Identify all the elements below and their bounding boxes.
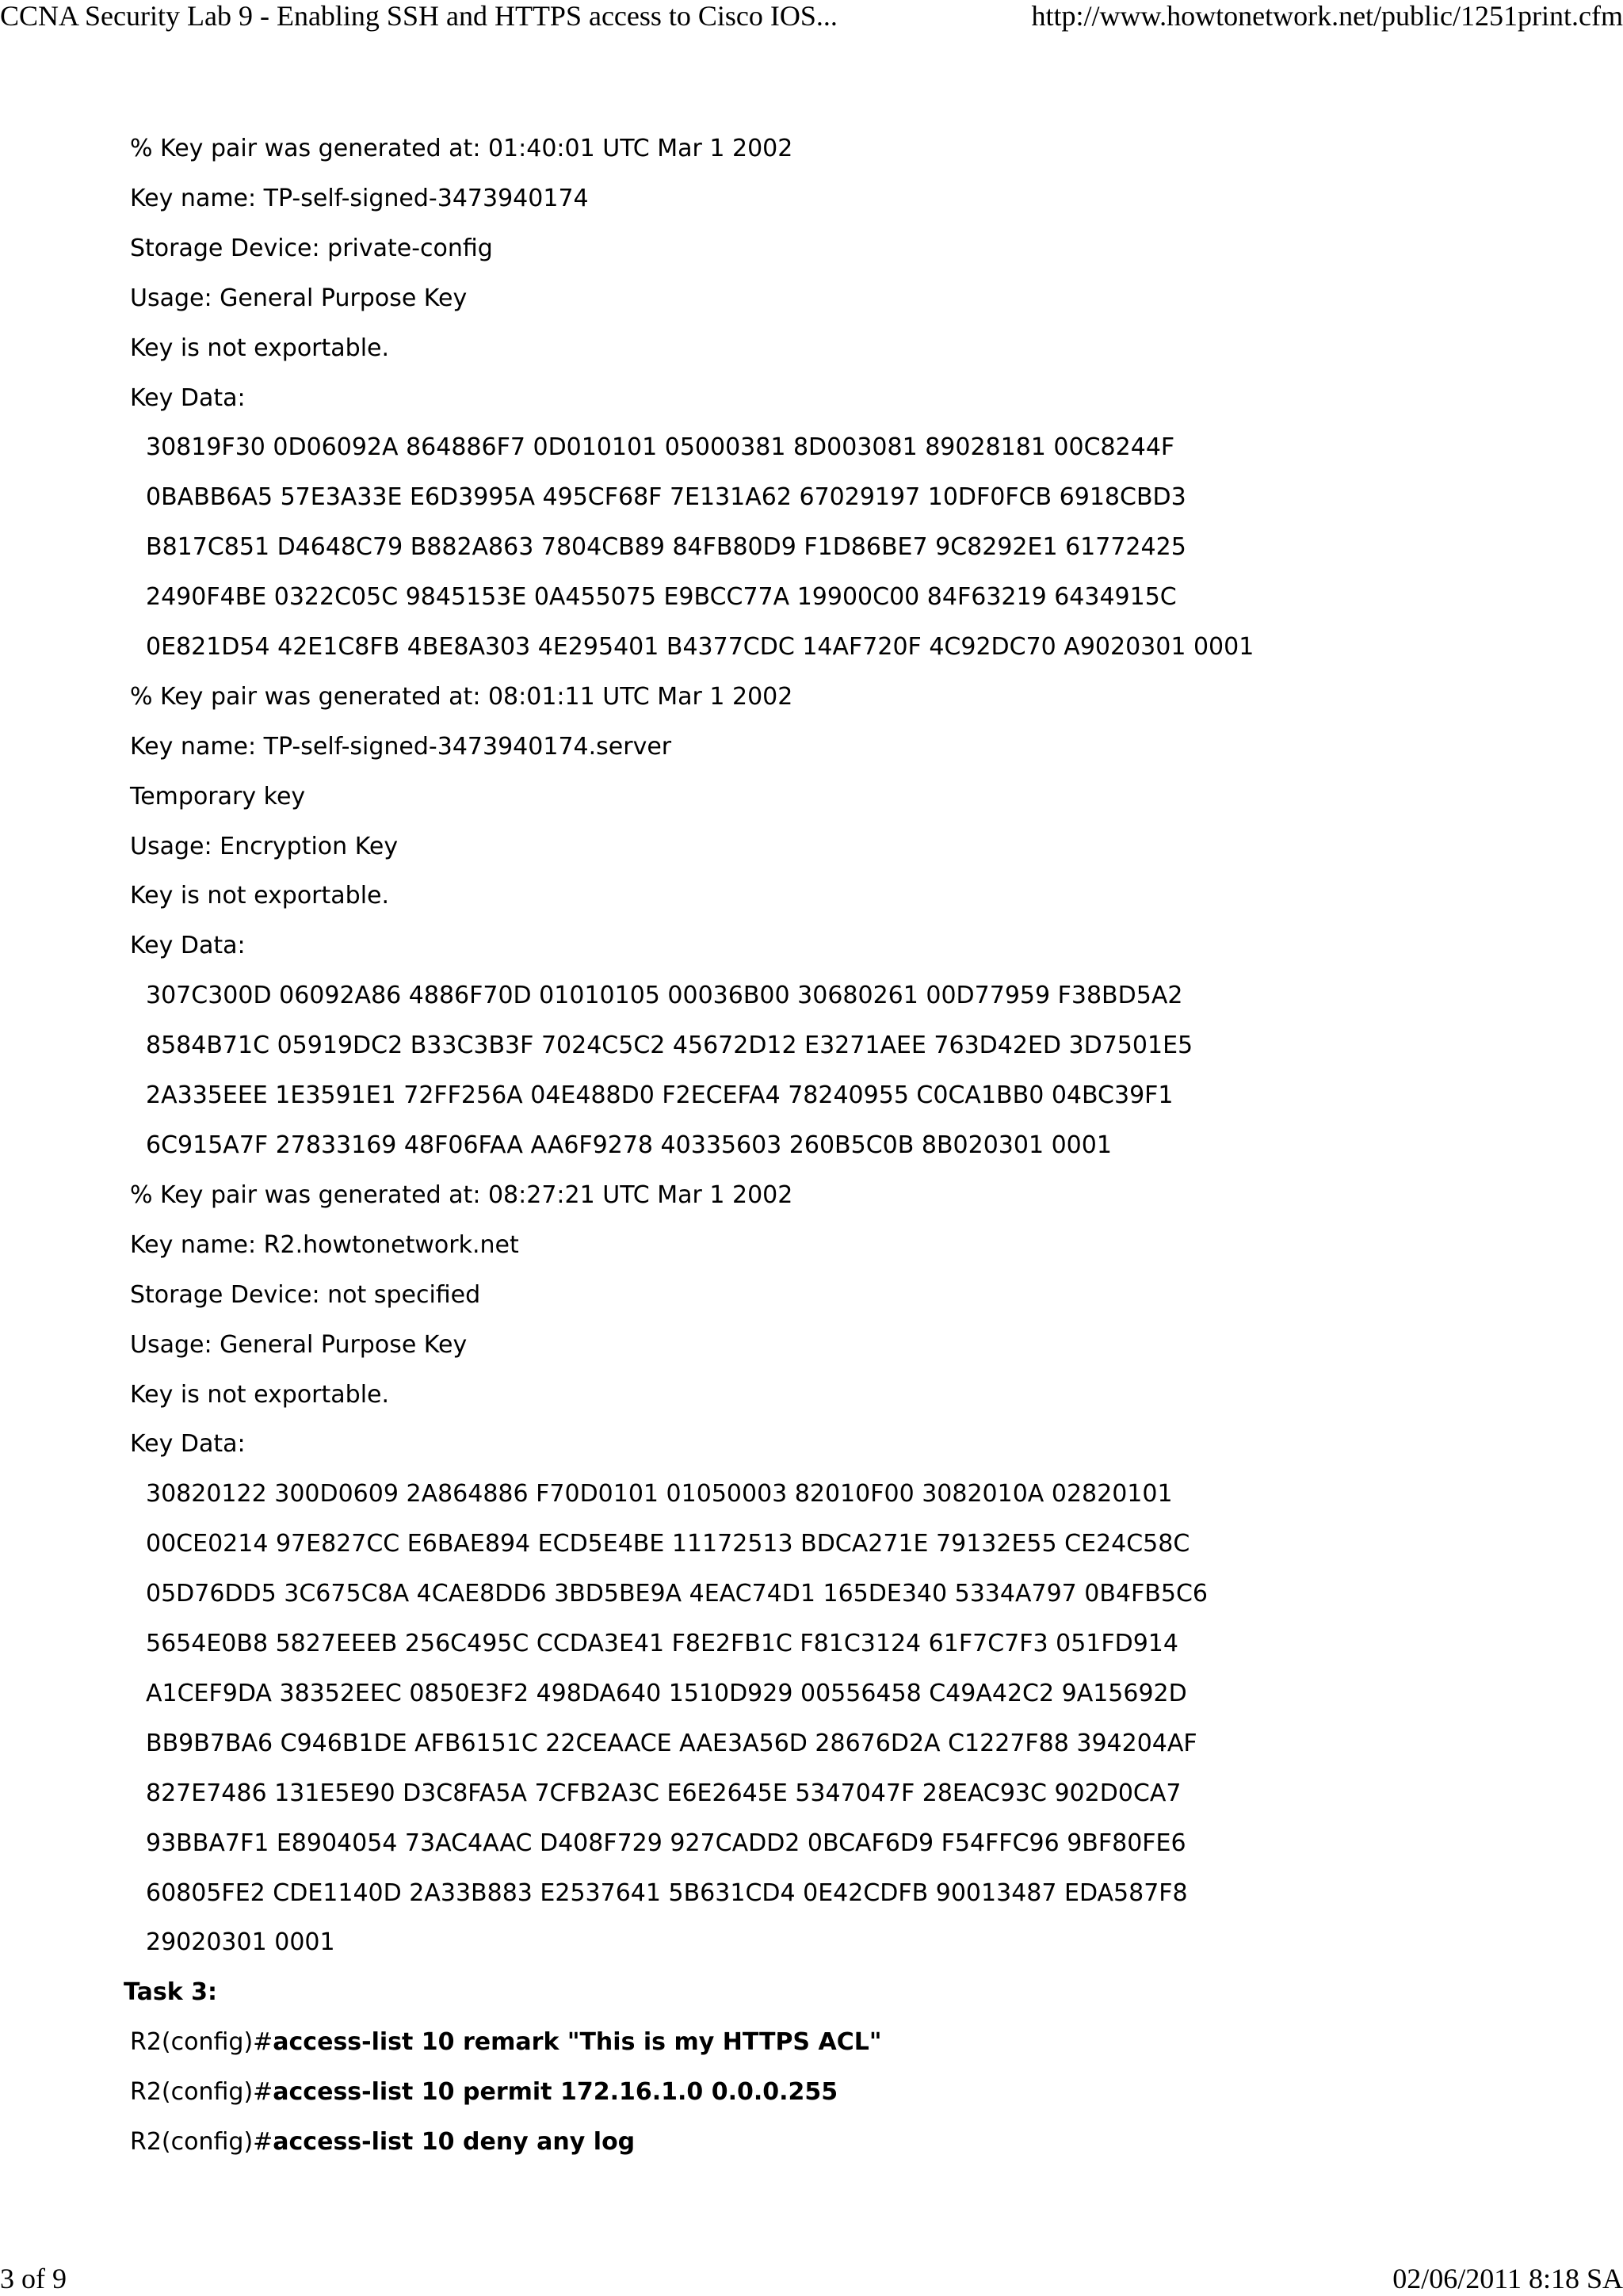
output-line: Key name: TP-self-signed-3473940174: [130, 185, 589, 212]
output-line: Key is not exportable.: [130, 882, 390, 910]
task-heading: Task 3:: [124, 1978, 217, 2006]
key-data-line: B817C851 D4648C79 B882A863 7804CB89 84FB80D9 F1D86BE7 9C8292E1 61772425: [146, 533, 1186, 561]
key-data-line: 307C300D 06092A86 4886F70D 01010105 00036B00 30680261 00D77959 F38BD5A2: [146, 982, 1183, 1009]
key-data-line: 30819F30 0D06092A 864886F7 0D010101 05000381 8D003081 89028181 00C8244F: [146, 433, 1175, 461]
output-line: Key name: TP-self-signed-3473940174.server: [130, 733, 672, 761]
output-line: Temporary key: [130, 783, 306, 810]
output-line: Key Data:: [130, 1430, 246, 1458]
key-data-line: 827E7486 131E5E90 D3C8FA5A 7CFB2A3C E6E2645E 5347047F 28EAC93C 902D0CA7: [146, 1779, 1182, 1807]
key-data-line: 29020301 0001: [146, 1928, 335, 1956]
output-line: % Key pair was generated at: 01:40:01 UTC Mar 1 2002: [130, 135, 793, 162]
key-data-line: 6C915A7F 27833169 48F06FAA AA6F9278 40335603 260B5C0B 8B020301 0001: [146, 1131, 1112, 1159]
key-data-line: 60805FE2 CDE1140D 2A33B883 E2537641 5B631CD4 0E42CDFB 90013487 EDA587F8: [146, 1879, 1188, 1907]
key-data-line: 05D76DD5 3C675C8A 4CAE8DD6 3BD5BE9A 4EAC74D1 165DE340 5334A797 0B4FB5C6: [146, 1580, 1208, 1608]
output-line: Storage Device: private-config: [130, 235, 493, 262]
key-data-line: 5654E0B8 5827EEEB 256C495C CCDA3E41 F8E2FB1C F81C3124 61F7C7F3 051FD914: [146, 1630, 1178, 1657]
key-data-line: 2490F4BE 0322C05C 9845153E 0A455075 E9BCC77A 19900C00 84F63219 6434915C: [146, 583, 1177, 611]
output-line: Key Data:: [130, 932, 246, 959]
key-data-line: 0BABB6A5 57E3A33E E6D3995A 495CF68F 7E131A62 67029197 10DF0FCB 6918CBD3: [146, 483, 1186, 511]
key-data-line: 30820122 300D0609 2A864886 F70D0101 01050003 82010F00 3082010A 02820101: [146, 1480, 1173, 1508]
cli-command: access-list 10 deny any log: [273, 2128, 636, 2156]
output-line: Usage: Encryption Key: [130, 833, 399, 860]
key-data-line: 0E821D54 42E1C8FB 4BE8A303 4E295401 B4377CDC 14AF720F 4C92DC70 A9020301 0001: [146, 633, 1254, 661]
page-number: 3 of 9: [0, 2263, 67, 2294]
cli-command: access-list 10 permit 172.16.1.0 0.0.0.255: [273, 2078, 838, 2106]
key-data-line: 2A335EEE 1E3591E1 72FF256A 04E488D0 F2ECEFA4 78240955 C0CA1BB0 04BC39F1: [146, 1081, 1174, 1109]
output-line: % Key pair was generated at: 08:27:21 UTC Mar 1 2002: [130, 1181, 793, 1209]
key-data-line: 93BBA7F1 E8904054 73AC4AAC D408F729 927CADD2 0BCAF6D9 F54FFC96 9BF80FE6: [146, 1829, 1186, 1857]
page-title: CCNA Security Lab 9 - Enabling SSH and HTTPS access to Cisco IOS...: [0, 0, 838, 32]
output-line: Usage: General Purpose Key: [130, 284, 468, 312]
key-data-line: 00CE0214 97E827CC E6BAE894 ECD5E4BE 11172513 BDCA271E 79132E55 CE24C58C: [146, 1530, 1190, 1558]
cli-command-line: [130, 2028, 881, 2057]
output-line: Key name: R2.howtonetwork.net: [130, 1231, 519, 1259]
output-line: Storage Device: not specified: [130, 1281, 481, 1309]
cli-prompt: R2(config)#: [130, 2028, 273, 2056]
key-data-line: 8584B71C 05919DC2 B33C3B3F 7024C5C2 45672D12 E3271AEE 763D42ED 3D7501E5: [146, 1032, 1193, 1059]
key-data-line: A1CEF9DA 38352EEC 0850E3F2 498DA640 1510D929 00556458 C49A42C2 9A15692D: [146, 1680, 1187, 1707]
page-url[interactable]: http://www.howtonetwork.net/public/1251print.cfm: [1031, 0, 1623, 32]
key-data-line: BB9B7BA6 C946B1DE AFB6151C 22CEAACE AAE3A56D 28676D2A C1227F88 394204AF: [146, 1730, 1197, 1757]
output-line: Usage: General Purpose Key: [130, 1331, 468, 1359]
print-datetime: 02/06/2011 8:18 SA: [1392, 2263, 1623, 2294]
output-line: Key Data:: [130, 384, 246, 412]
output-line: Key is not exportable.: [130, 1381, 390, 1409]
output-line: Key is not exportable.: [130, 334, 390, 362]
output-line: % Key pair was generated at: 08:01:11 UTC Mar 1 2002: [130, 683, 793, 711]
cli-prompt: R2(config)#: [130, 2128, 273, 2156]
cli-prompt: R2(config)#: [130, 2078, 273, 2106]
cli-command-line: [130, 2128, 635, 2157]
cli-command: access-list 10 remark "This is my HTTPS ACL": [273, 2028, 882, 2056]
cli-command-line: [130, 2078, 838, 2107]
